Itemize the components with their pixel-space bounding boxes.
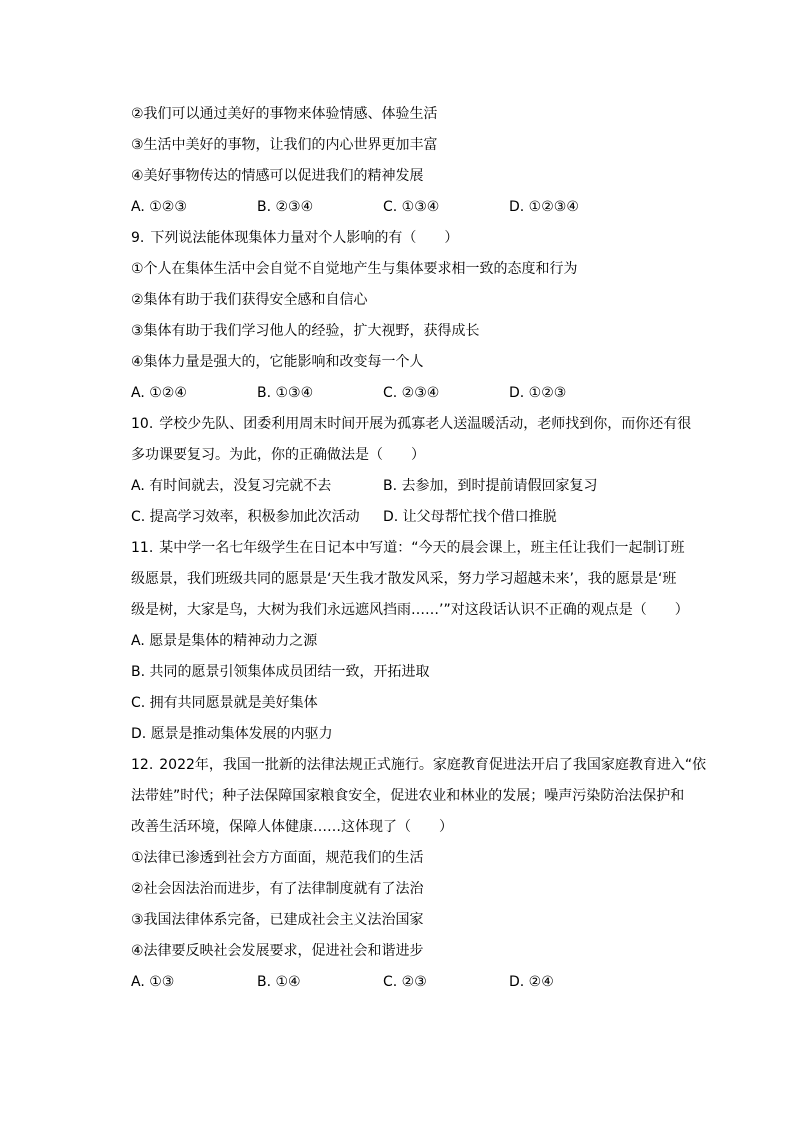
q12-statement-2: ②社会因法治而进步，有了法律制度就有了法治 [131,881,424,897]
q9-stem-text: 下列说法能体现集体力量对个人影响的有（ ） [150,230,459,246]
q11-option-c[interactable]: C. 拥有共同愿景就是美好集体 [131,695,318,711]
q10-option-b[interactable]: B. 去参加，到时提前请假回家复习 [383,478,598,494]
q10-option-c[interactable]: C. 提高学习效率，积极参加此次活动 [131,509,360,525]
q9-options [131,378,697,409]
q8-option-c[interactable]: C. ①③④ [383,199,440,215]
q11-stem-line-3: 级是树，大家是鸟，大树为我们永远遮风挡雨……’”对这段话认识不正确的观点是（ ） [131,602,689,618]
q9-stem [131,223,697,254]
q12-statement-3: ③我国法律体系完备，已建成社会主义法治国家 [131,912,424,928]
q9-option-c[interactable]: C. ②③④ [383,385,440,401]
q12-stem-line-2: 法带娃”时代；种子法保障国家粮食安全，促进农业和林业的发展；噪声污染防治法保护和 [131,788,685,804]
q12-option-c[interactable]: C. ②③ [383,974,427,990]
q12-options [131,967,697,998]
q8-statement-3: ③生活中美好的事物，让我们的内心世界更加丰富 [131,137,438,153]
q9-option-d[interactable]: D. ①②③ [509,385,567,401]
q10-stem-text-1: 学校少先队、团委利用周末时间开展为孤寡老人送温暖活动，老师找到你，而你还有很 [159,416,692,432]
question-content [131,99,707,998]
q11-stem-line-1 [131,533,697,564]
q10-option-d[interactable]: D. 让父母帮忙找个借口推脱 [383,509,557,525]
q9-option-a[interactable]: A. ①②④ [131,385,187,401]
q12-option-b[interactable]: B. ①④ [257,974,301,990]
q11-stem-text-1: 某中学一名七年级学生在日记本中写道：“今天的晨会课上，班主任让我们一起制订班 [159,540,685,556]
q11-stem-line-2: 级愿景，我们班级共同的愿景是‘天生我才散发风采，努力学习超越未来’，我的愿景是‘班 [131,571,677,587]
q8-option-b[interactable]: B. ②③④ [257,199,314,215]
q8-options [131,192,697,223]
q12-stem-text-1: 2022年，我国一批新的法律法规正式施行。家庭教育促进法开启了我国家庭教育进入“依 [159,757,707,773]
q12-option-d[interactable]: D. ②④ [509,974,554,990]
q11-option-b[interactable]: B. 共同的愿景引领集体成员团结一致，开拓进取 [131,664,430,680]
q8-option-a[interactable]: A. ①②③ [131,199,187,215]
q12-number: 12. [131,757,154,773]
q8-option-d[interactable]: D. ①②③④ [509,199,579,215]
q12-option-a[interactable]: A. ①③ [131,974,175,990]
q9-statement-4: ④集体力量是强大的，它能影响和改变每一个人 [131,354,424,370]
q11-number: 11. [131,540,154,556]
q9-option-b[interactable]: B. ①③④ [257,385,314,401]
q9-statement-3: ③集体有助于我们学习他人的经验，扩大视野，获得成长 [131,323,480,339]
q8-statement-4: ④美好事物传达的情感可以促进我们的精神发展 [131,168,424,184]
q10-options-row-1 [131,471,697,502]
q10-stem-line-2: 多功课要复习。为此，你的正确做法是（ ） [131,447,425,463]
q9-statement-2: ②集体有助于我们获得安全感和自信心 [131,292,368,308]
q12-stem-line-1 [131,750,707,781]
q9-statement-1: ①个人在集体生活中会自觉不自觉地产生与集体要求相一致的态度和行为 [131,261,578,277]
q11-option-a[interactable]: A. 愿景是集体的精神动力之源 [131,633,318,649]
q10-number: 10. [131,416,154,432]
q12-stem-line-3: 改善生活环境，保障人体健康……这体现了（ ） [131,819,453,835]
q10-option-a[interactable]: A. 有时间就去，没复习完就不去 [131,478,332,494]
q8-statement-2: ②我们可以通过美好的事物来体验情感、体验生活 [131,106,438,122]
q12-statement-1: ①法律已渗透到社会方方面面，规范我们的生活 [131,850,424,866]
q10-stem-line-1 [131,409,697,440]
q9-number: 9. [131,230,145,246]
q11-option-d[interactable]: D. 愿景是推动集体发展的内驱力 [131,726,333,742]
q12-statement-4: ④法律要反映社会发展要求，促进社会和谐进步 [131,943,424,959]
q10-options-row-2 [131,502,697,533]
